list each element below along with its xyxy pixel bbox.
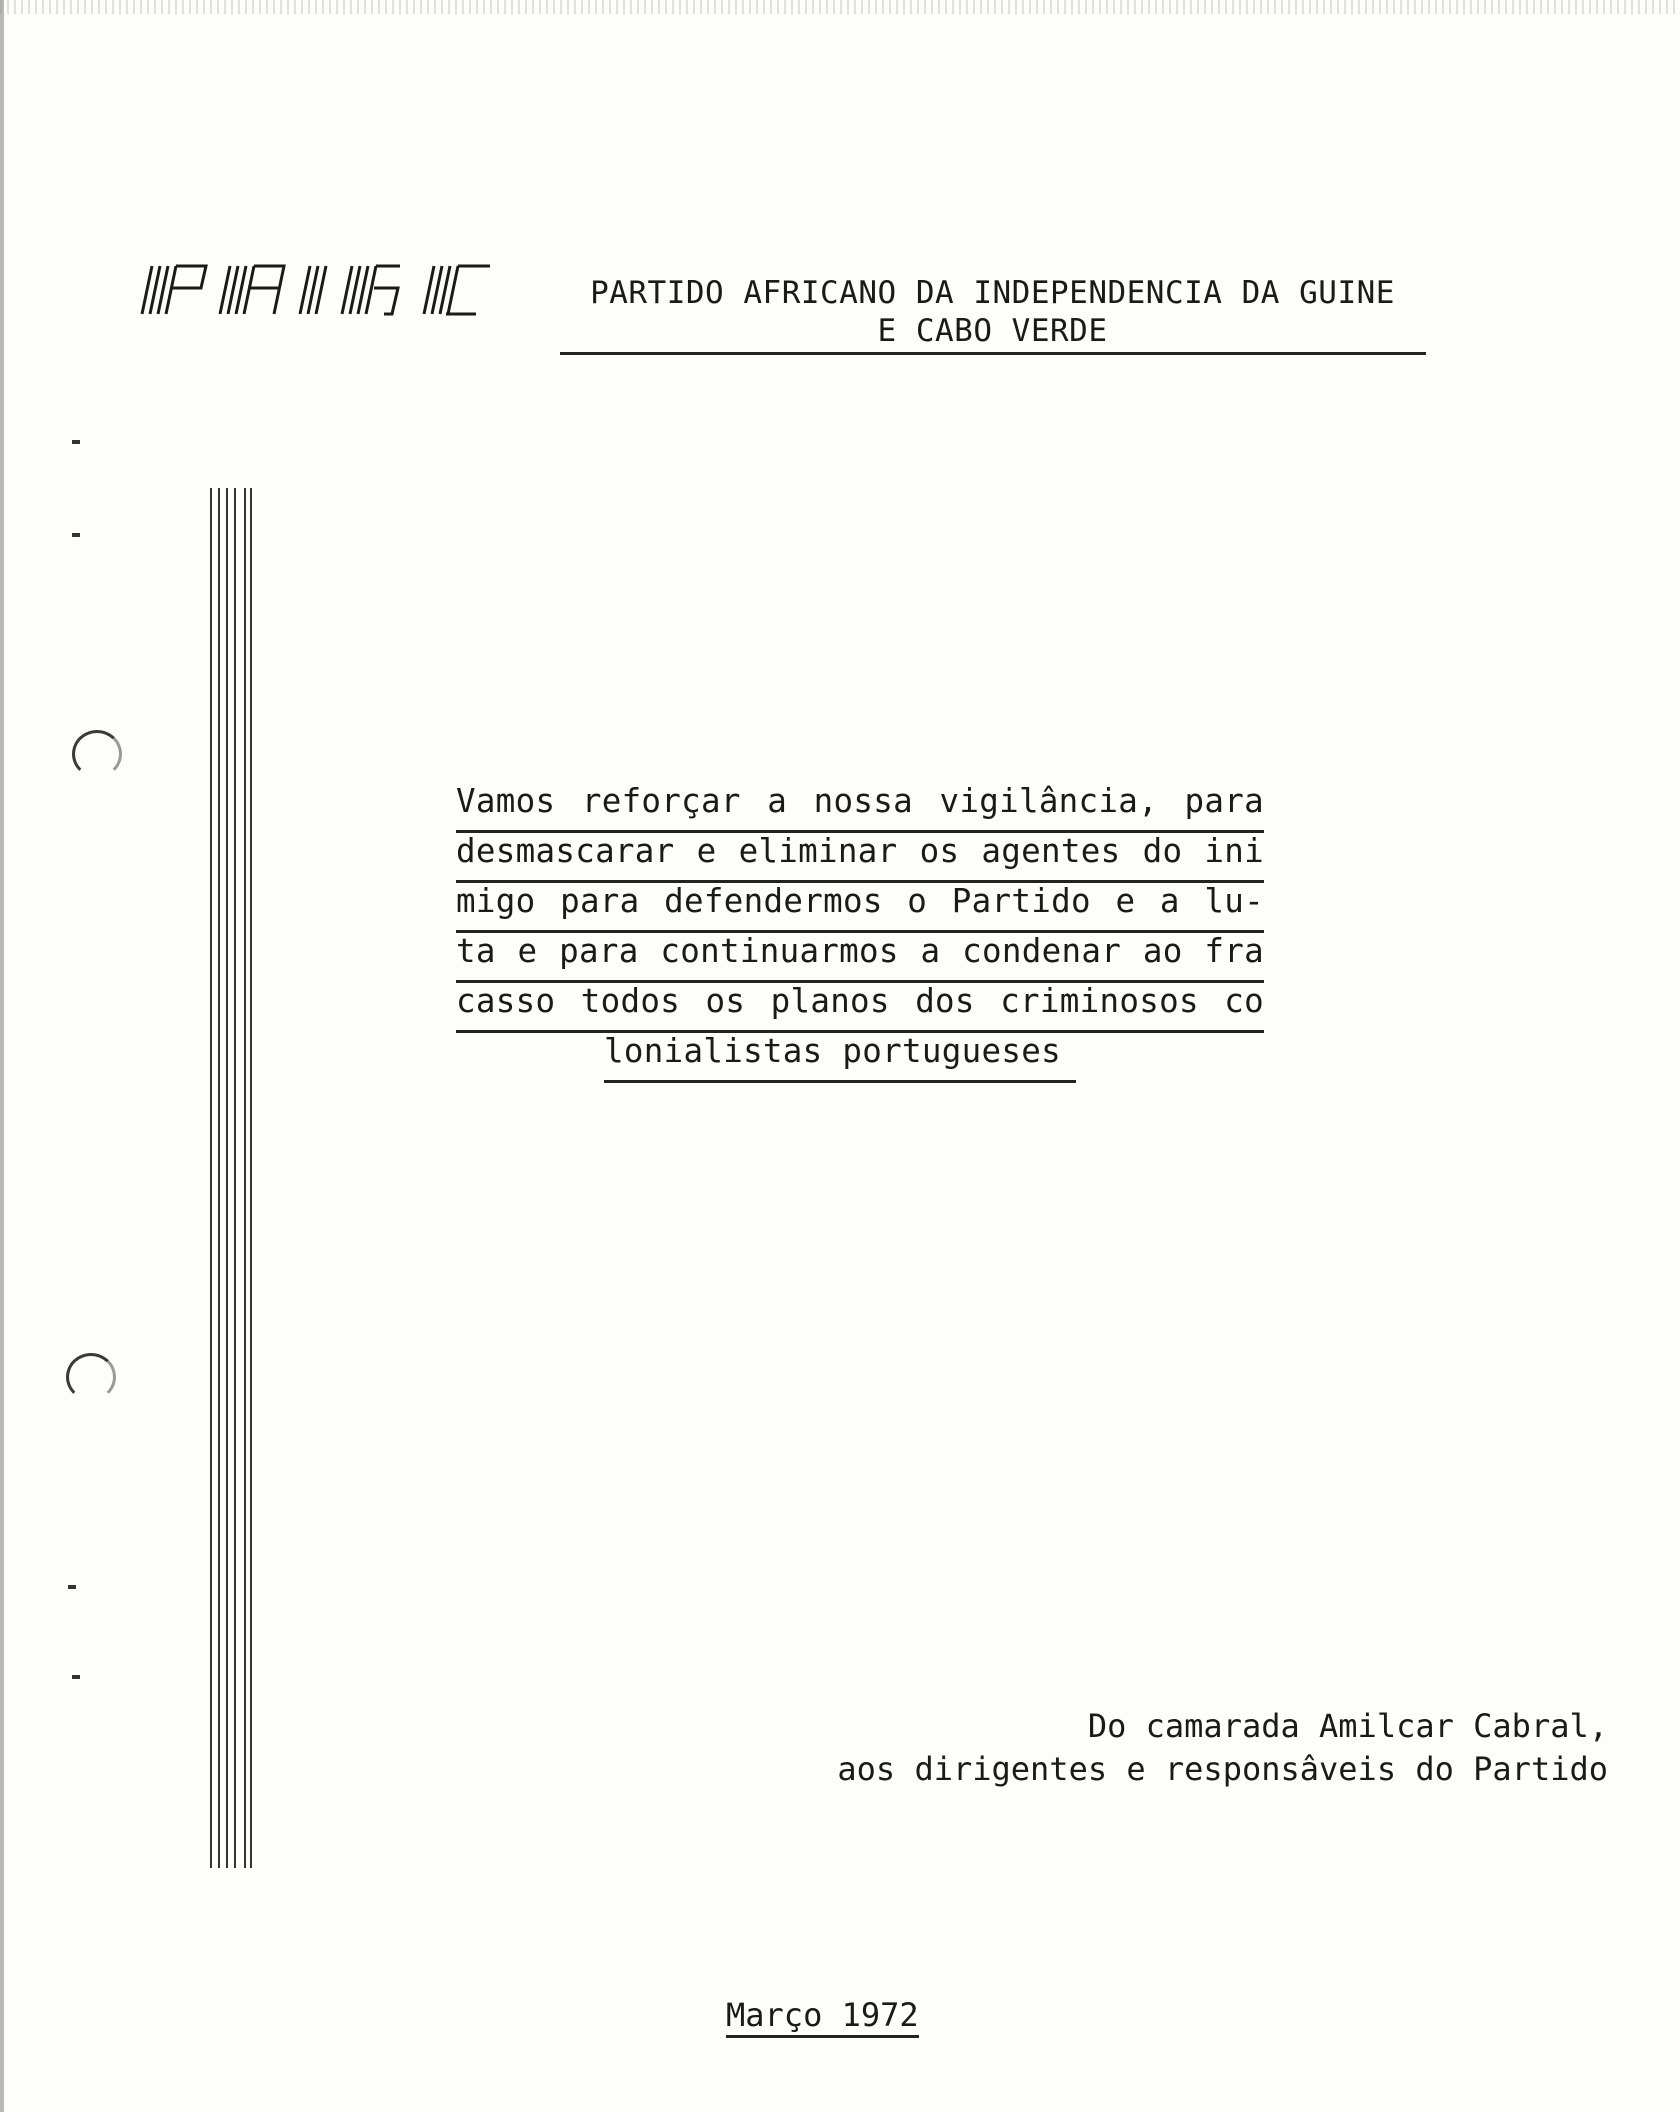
message-line: lonialistas portugueses [604, 1033, 1076, 1083]
margin-vertical-rules [210, 488, 260, 1868]
message-line: ta e para continuarmos a condenar ao fra [456, 933, 1264, 983]
party-header [560, 274, 1425, 350]
signature-line-1: Do camarada Amilcar Cabral, [1087, 1707, 1608, 1745]
margin-mark [72, 1675, 80, 1679]
header-line-1: PARTIDO AFRICANO DA INDEPENDENCIA DA GUINE [590, 275, 1395, 311]
document-date: Março 1972 [726, 1995, 919, 2038]
signature-line-2: aos dirigentes e responsâveis do Partido [837, 1750, 1608, 1788]
margin-mark [72, 440, 80, 444]
margin-mark [72, 533, 80, 537]
message-line: casso todos os planos dos criminosos co [456, 983, 1264, 1033]
scan-edge-top [0, 0, 1680, 14]
margin-mark [68, 1585, 76, 1589]
main-message [456, 783, 1264, 1083]
paigc-logo [128, 262, 498, 320]
punch-hole-lower [66, 1353, 116, 1401]
message-line: migo para defendermos o Partido e a lu- [456, 883, 1264, 933]
scan-edge-left [0, 0, 4, 2112]
message-line: Vamos reforçar a nossa vigilância, para [456, 783, 1264, 833]
punch-hole-upper [72, 730, 122, 778]
header-underline [560, 352, 1426, 355]
signature-block [740, 1705, 1608, 1791]
message-line: desmascarar e eliminar os agentes do ini [456, 833, 1264, 883]
header-line-2: E CABO VERDE [877, 313, 1108, 349]
